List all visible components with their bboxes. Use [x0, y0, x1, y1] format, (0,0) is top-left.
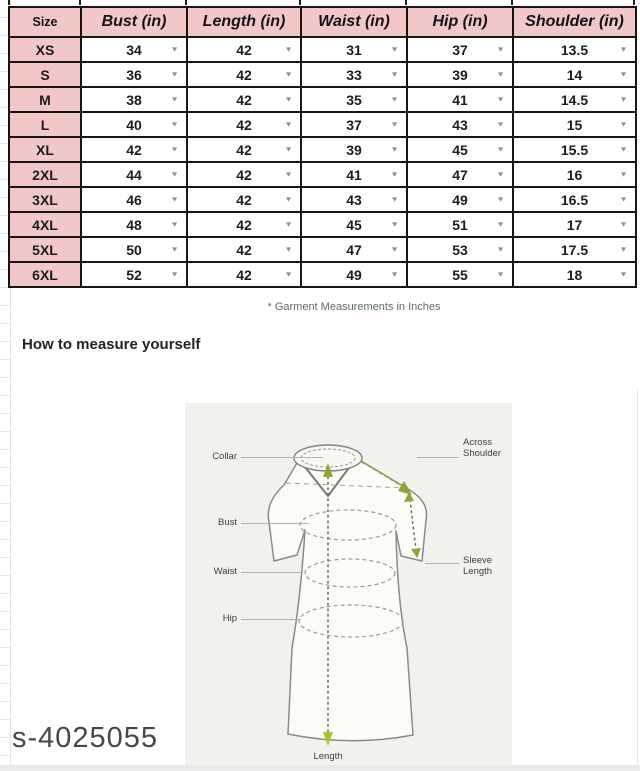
dropdown-caret-icon: ▼: [170, 144, 179, 153]
dropdown-caret-icon: ▼: [390, 119, 399, 128]
cell-value: 13.5: [560, 41, 589, 58]
size-label-cell: 6XL: [9, 262, 81, 287]
sleeve-length-label: Sleeve Length: [463, 555, 493, 577]
dropdown-caret-icon: ▼: [496, 269, 505, 278]
dropdown-caret-icon: ▼: [170, 119, 179, 128]
cell-value: 42: [236, 216, 252, 233]
cell-value: 15: [566, 116, 583, 133]
cell-value: 41: [346, 166, 362, 183]
cell-value: 42: [126, 141, 142, 158]
value-dropdown-cell[interactable]: [81, 87, 187, 112]
cell-value: 37: [346, 116, 362, 133]
dropdown-caret-icon: ▼: [390, 219, 399, 228]
dropdown-caret-icon: ▼: [170, 69, 179, 78]
cell-value: 14.5: [560, 91, 589, 108]
table-row: [9, 87, 636, 112]
value-dropdown-cell[interactable]: [81, 237, 187, 262]
cell-value: 47: [452, 166, 468, 183]
dropdown-caret-icon: ▼: [619, 269, 628, 278]
value-dropdown-cell[interactable]: [187, 137, 301, 162]
cell-value: 52: [126, 266, 142, 283]
cell-value: 42: [236, 141, 252, 158]
value-dropdown-cell[interactable]: [301, 137, 407, 162]
dropdown-caret-icon: ▼: [619, 194, 628, 203]
dropdown-caret-icon: ▼: [496, 94, 505, 103]
table-row: [9, 237, 636, 262]
watermark-id: s-4025055: [12, 722, 159, 754]
table-row: [9, 262, 636, 287]
dropdown-caret-icon: ▼: [390, 194, 399, 203]
value-dropdown-cell[interactable]: [187, 212, 301, 237]
cell-value: 45: [452, 141, 468, 158]
value-dropdown-cell[interactable]: [407, 62, 513, 87]
value-dropdown-cell[interactable]: [301, 262, 407, 287]
table-row: [9, 62, 636, 87]
cell-value: 53: [452, 241, 468, 258]
dropdown-caret-icon: ▼: [284, 169, 293, 178]
waist-label: Waist: [213, 566, 237, 577]
cell-value: 46: [126, 191, 142, 208]
cell-value: 48: [126, 216, 142, 233]
value-dropdown-cell[interactable]: [513, 237, 636, 262]
size-label-cell: XS: [9, 37, 81, 62]
column-header-length: Length (in): [187, 7, 301, 37]
value-dropdown-cell[interactable]: [407, 212, 513, 237]
value-dropdown-cell[interactable]: [187, 87, 301, 112]
cell-value: 17.5: [560, 241, 589, 258]
table-top-tick: [405, 0, 407, 5]
value-dropdown-cell[interactable]: [187, 162, 301, 187]
cell-value: 45: [346, 216, 362, 233]
right-edge-line: [637, 390, 638, 766]
cell-value: 42: [236, 241, 252, 258]
cell-value: 37: [452, 41, 468, 58]
value-dropdown-cell[interactable]: [407, 237, 513, 262]
value-dropdown-cell[interactable]: [513, 112, 636, 137]
size-label-cell: 3XL: [9, 187, 81, 212]
dropdown-caret-icon: ▼: [170, 219, 179, 228]
table-top-tick: [79, 0, 81, 5]
dropdown-caret-icon: ▼: [170, 244, 179, 253]
size-label-cell: 2XL: [9, 162, 81, 187]
bottom-edge-strip: [0, 765, 640, 771]
waist-leader-line: [241, 572, 303, 573]
value-dropdown-cell[interactable]: [81, 212, 187, 237]
value-dropdown-cell[interactable]: [301, 37, 407, 62]
cell-value: 42: [236, 166, 252, 183]
cell-value: 49: [452, 191, 468, 208]
cell-value: 33: [346, 66, 362, 83]
dropdown-caret-icon: ▼: [390, 169, 399, 178]
table-row: [9, 112, 636, 137]
value-dropdown-cell[interactable]: [81, 187, 187, 212]
dropdown-caret-icon: ▼: [496, 144, 505, 153]
bust-label: Bust: [217, 517, 237, 528]
size-label-cell: 5XL: [9, 237, 81, 262]
dropdown-caret-icon: ▼: [390, 269, 399, 278]
cell-value: 36: [126, 66, 142, 83]
dropdown-caret-icon: ▼: [619, 69, 628, 78]
collar-leader-line: [241, 457, 323, 458]
cell-value: 16: [566, 166, 583, 183]
hip-label: Hip: [222, 613, 237, 624]
dropdown-caret-icon: ▼: [496, 244, 505, 253]
value-dropdown-cell[interactable]: [81, 112, 187, 137]
value-dropdown-cell[interactable]: [81, 262, 187, 287]
column-header-shoulder: Shoulder (in): [513, 7, 636, 37]
dropdown-caret-icon: ▼: [496, 44, 505, 53]
size-label-cell: M: [9, 87, 81, 112]
dropdown-caret-icon: ▼: [284, 94, 293, 103]
value-dropdown-cell[interactable]: [513, 137, 636, 162]
dropdown-caret-icon: ▼: [284, 119, 293, 128]
table-top-tick: [299, 0, 301, 5]
value-dropdown-cell[interactable]: [301, 62, 407, 87]
cell-value: 47: [346, 241, 362, 258]
dropdown-caret-icon: ▼: [619, 219, 628, 228]
value-dropdown-cell[interactable]: [81, 62, 187, 87]
dropdown-caret-icon: ▼: [496, 69, 505, 78]
dropdown-caret-icon: ▼: [496, 194, 505, 203]
garment-body-fill: [268, 461, 426, 741]
dropdown-caret-icon: ▼: [496, 219, 505, 228]
value-dropdown-cell[interactable]: [301, 237, 407, 262]
table-top-tick: [633, 0, 635, 5]
value-dropdown-cell[interactable]: [187, 187, 301, 212]
value-dropdown-cell[interactable]: [513, 62, 636, 87]
dropdown-caret-icon: ▼: [284, 269, 293, 278]
value-dropdown-cell[interactable]: [407, 187, 513, 212]
cell-value: 43: [346, 191, 362, 208]
size-label-cell: S: [9, 62, 81, 87]
value-dropdown-cell[interactable]: [513, 87, 636, 112]
value-dropdown-cell[interactable]: [187, 237, 301, 262]
cell-value: 42: [236, 191, 252, 208]
value-dropdown-cell[interactable]: [513, 187, 636, 212]
size-label-cell: L: [9, 112, 81, 137]
header-row: [9, 7, 636, 37]
dropdown-caret-icon: ▼: [619, 144, 628, 153]
table-row: [9, 187, 636, 212]
dropdown-caret-icon: ▼: [284, 144, 293, 153]
column-header-hip: Hip (in): [407, 7, 513, 37]
value-dropdown-cell[interactable]: [407, 262, 513, 287]
value-dropdown-cell[interactable]: [301, 112, 407, 137]
value-dropdown-cell[interactable]: [81, 162, 187, 187]
cell-value: 17: [566, 216, 583, 233]
value-dropdown-cell[interactable]: [407, 162, 513, 187]
across-shoulder-leader-line: [417, 457, 459, 458]
measurements-footnote: * Garment Measurements in Inches: [267, 301, 441, 313]
dropdown-caret-icon: ▼: [390, 44, 399, 53]
value-dropdown-cell[interactable]: [301, 162, 407, 187]
table-top-tick: [185, 0, 187, 5]
cell-value: 41: [452, 91, 468, 108]
value-dropdown-cell[interactable]: [513, 262, 636, 287]
cell-value: 50: [126, 241, 142, 258]
dropdown-caret-icon: ▼: [170, 94, 179, 103]
value-dropdown-cell[interactable]: [301, 212, 407, 237]
value-dropdown-cell[interactable]: [301, 187, 407, 212]
column-header-waist: Waist (in): [301, 7, 407, 37]
cell-value: 42: [236, 66, 252, 83]
dropdown-caret-icon: ▼: [496, 119, 505, 128]
across-shoulder-label: Across Shoulder: [463, 437, 502, 459]
collar-label: Collar: [212, 451, 237, 462]
table-row: [9, 212, 636, 237]
value-dropdown-cell[interactable]: [407, 37, 513, 62]
dropdown-caret-icon: ▼: [619, 244, 628, 253]
dropdown-caret-icon: ▼: [619, 44, 628, 53]
value-dropdown-cell[interactable]: [187, 37, 301, 62]
dropdown-caret-icon: ▼: [390, 94, 399, 103]
value-dropdown-cell[interactable]: [513, 212, 636, 237]
dropdown-caret-icon: ▼: [170, 194, 179, 203]
dropdown-caret-icon: ▼: [284, 219, 293, 228]
cell-value: 15.5: [560, 141, 589, 158]
dropdown-caret-icon: ▼: [496, 169, 505, 178]
table-top-tick: [511, 0, 513, 5]
cell-value: 35: [346, 91, 362, 108]
cell-value: 42: [236, 41, 252, 58]
table-row: [9, 137, 636, 162]
column-header-bust: Bust (in): [81, 7, 187, 37]
dropdown-caret-icon: ▼: [619, 169, 628, 178]
cell-value: 16.5: [560, 191, 589, 208]
cell-value: 44: [126, 166, 142, 183]
dropdown-caret-icon: ▼: [390, 244, 399, 253]
hip-leader-line: [241, 619, 301, 620]
size-label-cell: XL: [9, 137, 81, 162]
cell-value: 43: [452, 116, 468, 133]
sleeve-length-leader-line: [425, 563, 459, 564]
cell-value: 42: [236, 266, 252, 283]
cell-value: 42: [236, 91, 252, 108]
dropdown-caret-icon: ▼: [284, 244, 293, 253]
cell-value: 55: [452, 266, 468, 283]
value-dropdown-cell[interactable]: [301, 87, 407, 112]
cell-value: 49: [346, 266, 362, 283]
dropdown-caret-icon: ▼: [170, 44, 179, 53]
cell-value: 39: [346, 141, 362, 158]
column-header-size: Size: [9, 7, 81, 37]
size-chart-table: [8, 6, 637, 288]
cell-value: 51: [452, 216, 468, 233]
dropdown-caret-icon: ▼: [390, 144, 399, 153]
table-row: [9, 162, 636, 187]
cell-value: 14: [566, 66, 583, 83]
value-dropdown-cell[interactable]: [187, 112, 301, 137]
value-dropdown-cell[interactable]: [407, 137, 513, 162]
dropdown-caret-icon: ▼: [619, 119, 628, 128]
value-dropdown-cell[interactable]: [81, 37, 187, 62]
table-top-tick: [8, 0, 10, 5]
value-dropdown-cell[interactable]: [81, 137, 187, 162]
cell-value: 34: [126, 41, 142, 58]
value-dropdown-cell[interactable]: [187, 262, 301, 287]
value-dropdown-cell[interactable]: [513, 37, 636, 62]
value-dropdown-cell[interactable]: [513, 162, 636, 187]
dropdown-caret-icon: ▼: [170, 269, 179, 278]
measure-section-heading: How to measure yourself: [22, 336, 201, 353]
value-dropdown-cell[interactable]: [407, 112, 513, 137]
cell-value: 31: [346, 41, 362, 58]
value-dropdown-cell[interactable]: [187, 62, 301, 87]
value-dropdown-cell[interactable]: [407, 87, 513, 112]
dropdown-caret-icon: ▼: [284, 194, 293, 203]
dropdown-caret-icon: ▼: [619, 94, 628, 103]
table-row: [9, 37, 636, 62]
dropdown-caret-icon: ▼: [284, 44, 293, 53]
measurement-diagram-panel: [185, 403, 512, 765]
bust-leader-line: [241, 523, 309, 524]
cell-value: 40: [126, 116, 142, 133]
dropdown-caret-icon: ▼: [390, 69, 399, 78]
dropdown-caret-icon: ▼: [284, 69, 293, 78]
cell-value: 42: [236, 116, 252, 133]
cell-value: 18: [566, 266, 583, 283]
dropdown-caret-icon: ▼: [170, 169, 179, 178]
length-label: Length: [313, 751, 343, 762]
cell-value: 39: [452, 66, 468, 83]
size-label-cell: 4XL: [9, 212, 81, 237]
cell-value: 38: [126, 91, 142, 108]
